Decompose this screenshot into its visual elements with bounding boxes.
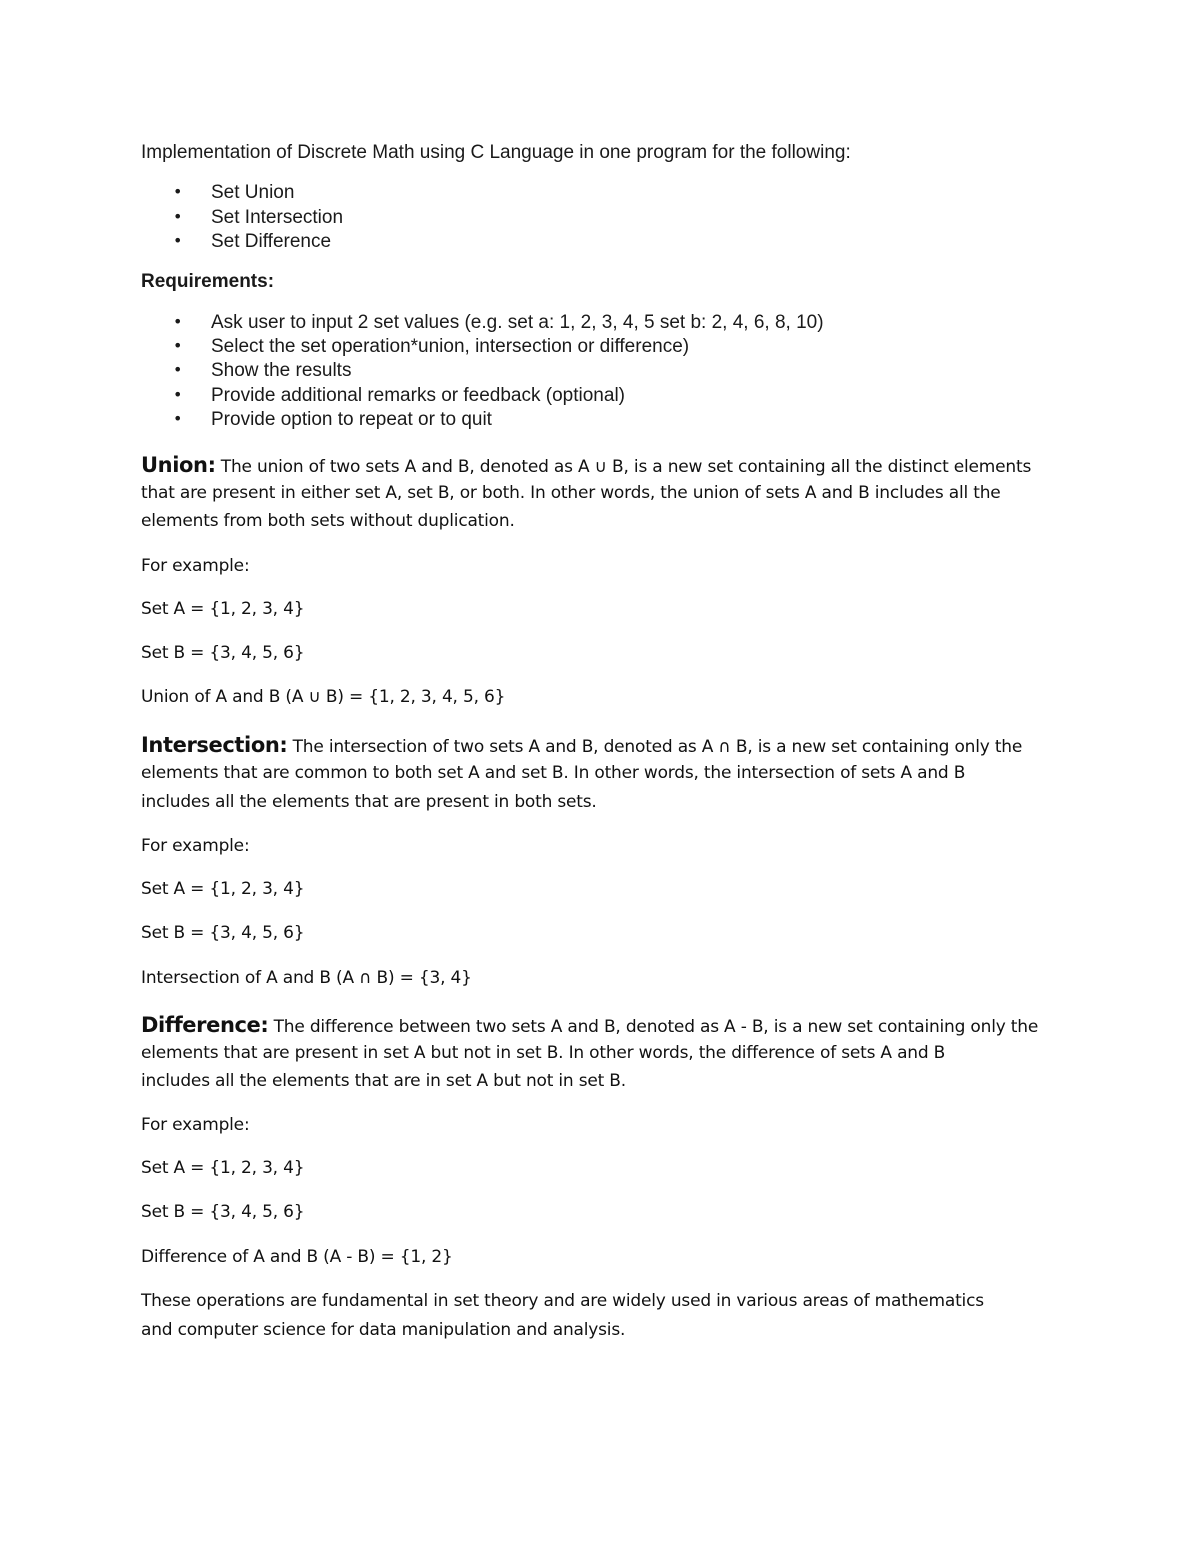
union-paragraph-line-1 — [141, 453, 1031, 477]
intersection-set-b: Set B = {3, 4, 5, 6} — [141, 923, 305, 943]
bullet-icon: • — [173, 231, 183, 250]
difference-text: The difference between two sets A and B, denoted as A - B, is a new set containing only the — [268, 1017, 1039, 1037]
difference-paragraph-line-1 — [141, 1013, 1038, 1037]
intersection-set-a: Set A = {1, 2, 3, 4} — [141, 879, 305, 899]
difference-paragraph-line-2: elements that are present in set A but not in set B. In other words, the difference of sets A and B — [141, 1043, 946, 1063]
difference-paragraph-line-3: includes all the elements that are in set A but not in set B. — [141, 1071, 626, 1091]
bullet-icon: • — [173, 207, 183, 226]
operation-item: Set Difference — [211, 231, 332, 252]
bullet-icon: • — [173, 385, 183, 404]
difference-set-a: Set A = {1, 2, 3, 4} — [141, 1158, 305, 1178]
union-paragraph-line-2: that are present in either set A, set B, or both. In other words, the union of sets A and B includes all the — [141, 483, 1001, 503]
conclusion-line-1: These operations are fundamental in set theory and are widely used in various areas of mathematics — [141, 1291, 984, 1311]
difference-result: Difference of A and B (A - B) = {1, 2} — [141, 1247, 453, 1267]
intersection-paragraph-line-3: includes all the elements that are present in both sets. — [141, 792, 597, 812]
conclusion-line-2: and computer science for data manipulation and analysis. — [141, 1320, 626, 1340]
union-paragraph-line-3: elements from both sets without duplication. — [141, 511, 515, 531]
union-result: Union of A and B (A ∪ B) = {1, 2, 3, 4, 5, 6} — [141, 687, 506, 707]
bullet-icon: • — [173, 360, 183, 379]
requirement-item: Select the set operation*union, intersection or difference) — [211, 336, 690, 357]
operation-item: Set Union — [211, 182, 295, 203]
operation-item: Set Intersection — [211, 207, 344, 228]
bullet-icon: • — [173, 336, 183, 355]
requirement-item: Provide additional remarks or feedback (optional) — [211, 385, 625, 406]
union-set-a: Set A = {1, 2, 3, 4} — [141, 599, 305, 619]
union-text: The union of two sets A and B, denoted as A ∪ B, is a new set containing all the distinct elements — [215, 457, 1032, 477]
intro-text: Implementation of Discrete Math using C Language in one program for the following: — [141, 142, 851, 163]
requirement-item: Provide option to repeat or to quit — [211, 409, 492, 430]
requirement-item: Ask user to input 2 set values (e.g. set a: 1, 2, 3, 4, 5 set b: 2, 4, 6, 8, 10) — [211, 312, 824, 333]
intersection-paragraph-line-1 — [141, 733, 1022, 757]
intersection-paragraph-line-2: elements that are common to both set A and set B. In other words, the intersection of sets A and B — [141, 763, 966, 783]
bullet-icon: • — [173, 409, 183, 428]
bullet-icon: • — [173, 312, 183, 331]
intersection-heading: Intersection: — [141, 733, 288, 757]
union-set-b: Set B = {3, 4, 5, 6} — [141, 643, 305, 663]
difference-for-example: For example: — [141, 1115, 250, 1135]
intersection-result: Intersection of A and B (A ∩ B) = {3, 4} — [141, 968, 472, 988]
union-for-example: For example: — [141, 556, 250, 576]
requirements-heading: Requirements: — [141, 271, 275, 292]
intersection-text: The intersection of two sets A and B, denoted as A ∩ B, is a new set containing only the — [287, 737, 1023, 757]
bullet-icon: • — [173, 182, 183, 201]
requirement-item: Show the results — [211, 360, 352, 381]
union-heading: Union: — [141, 453, 216, 477]
difference-heading: Difference: — [141, 1013, 269, 1037]
difference-set-b: Set B = {3, 4, 5, 6} — [141, 1202, 305, 1222]
intersection-for-example: For example: — [141, 836, 250, 856]
